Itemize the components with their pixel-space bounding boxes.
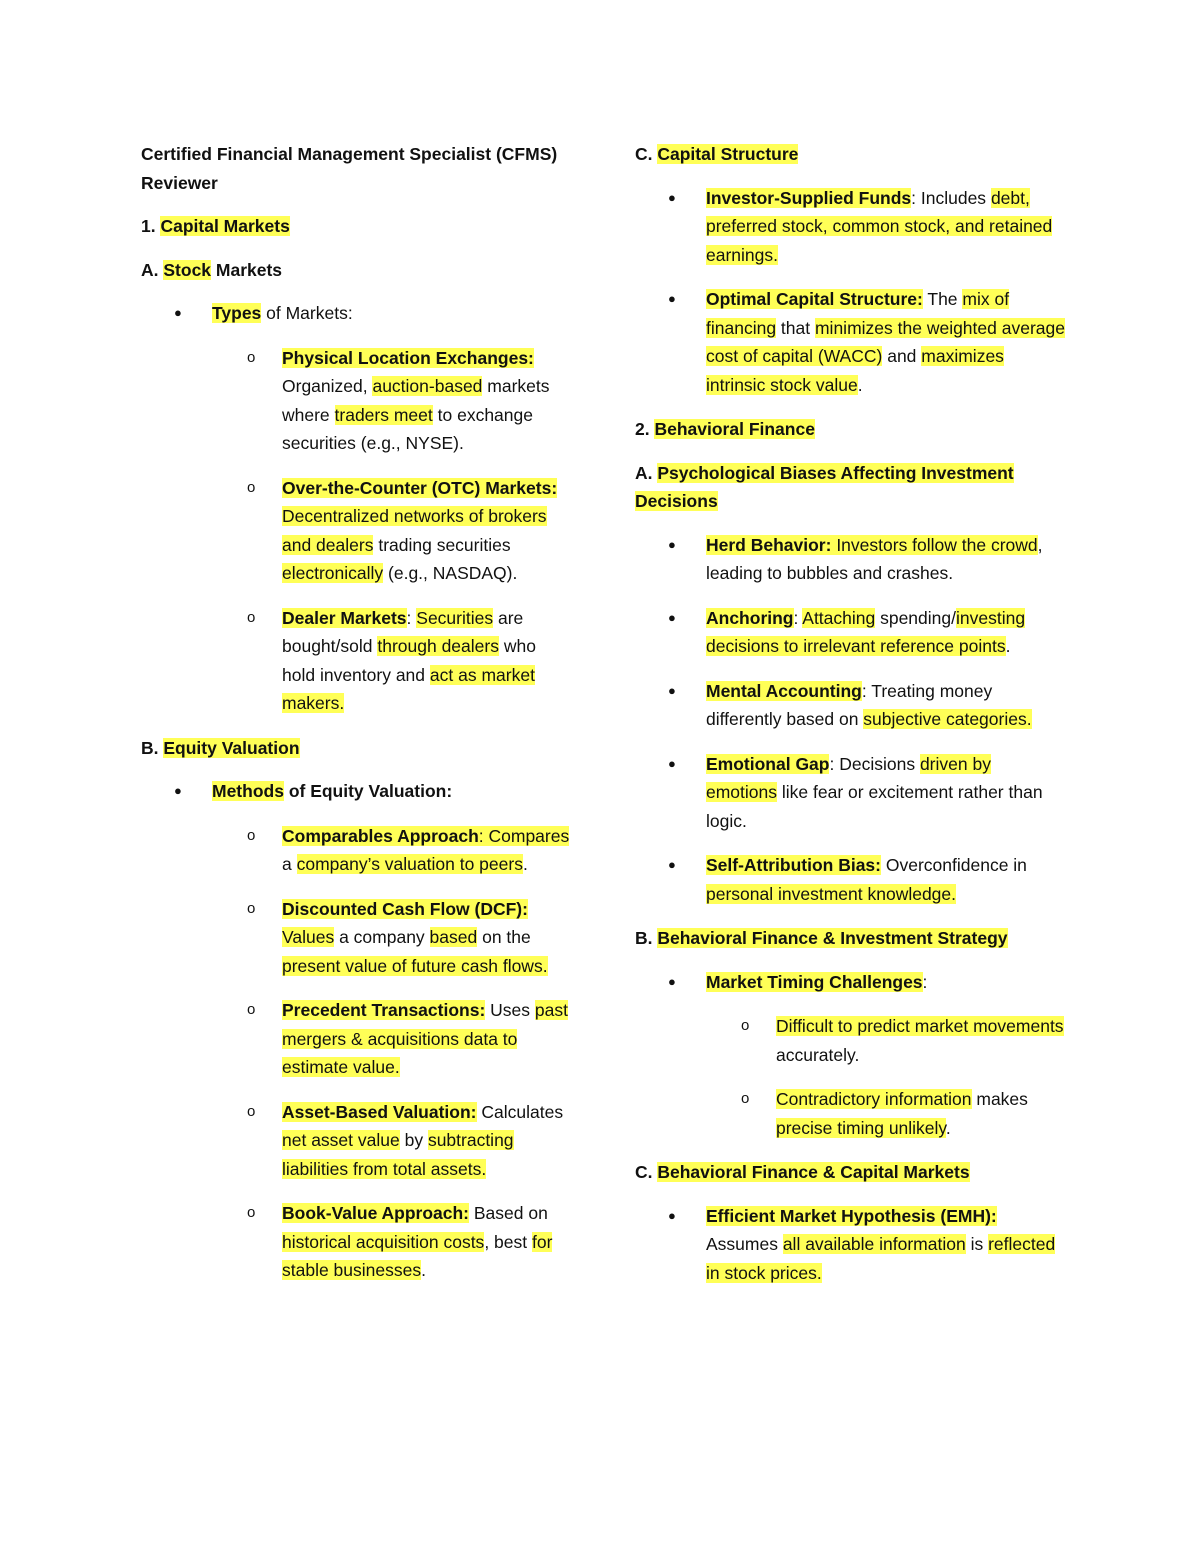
text-run: A. <box>141 259 164 280</box>
circle-bullet-icon: o <box>247 1001 256 1018</box>
section-heading <box>635 415 1065 444</box>
bullet-icon: ● <box>668 973 676 989</box>
text-run: 1. <box>141 216 161 236</box>
bullet-icon: ● <box>668 755 676 771</box>
highlighted-text: Psychological Biases Affecting Investment Decisions <box>635 462 1014 511</box>
bullet-item <box>668 851 1065 908</box>
right-column <box>635 140 1065 1303</box>
highlighted-text: Discounted Cash Flow (DCF): <box>282 898 528 919</box>
highlighted-text: present value of future cash flows. <box>282 955 548 976</box>
highlighted-text: maximizes intrinsic stock value <box>706 346 1004 395</box>
highlighted-text: Types <box>212 303 262 323</box>
highlighted-text: electronically <box>282 563 384 583</box>
circle-bullet-icon: o <box>247 608 256 626</box>
highlighted-text: Securities <box>416 607 494 628</box>
circle-bullet-icon: o <box>247 899 256 917</box>
highlighted-text: company’s valuation to peers <box>296 854 523 874</box>
bullet-icon: ● <box>668 682 676 698</box>
highlighted-text: precise timing unlikely <box>776 1117 946 1138</box>
highlighted-text: Physical Location Exchanges: <box>282 347 534 368</box>
text-run: The <box>922 289 963 309</box>
sub-bullet-item <box>247 996 571 1082</box>
highlighted-text: subjective categories. <box>863 709 1032 729</box>
text-run: and <box>882 346 922 366</box>
bullet-icon: ● <box>668 857 676 872</box>
highlighted-text: through dealers <box>377 636 499 656</box>
sub-bullet-item <box>247 1199 571 1285</box>
highlighted-text: for stable businesses <box>282 1231 553 1280</box>
bullet-icon: ● <box>174 783 182 798</box>
highlighted-text: Mental Accounting <box>706 680 862 701</box>
bullet-item <box>668 1202 1065 1288</box>
text-run: B. <box>141 737 164 758</box>
sub-bullet-item <box>247 895 571 981</box>
section-heading <box>635 924 1065 953</box>
highlighted-text: driven by emotions <box>706 753 991 802</box>
text-run: Assumes <box>706 1234 783 1254</box>
text-run: Based on <box>469 1203 548 1223</box>
circle-bullet-icon: o <box>741 1017 750 1034</box>
sub-bullet-item <box>247 604 571 718</box>
highlighted-text: Emotional Gap <box>706 753 830 774</box>
highlighted-text: Dealer Markets <box>282 607 407 628</box>
highlighted-text: Efficient Market Hypothesis (EMH): <box>706 1205 997 1226</box>
text-run: B. <box>635 928 658 948</box>
text-run: Markets <box>211 259 283 280</box>
sub-bullet-item <box>247 1098 571 1184</box>
highlighted-text: Investor-Supplied Funds <box>706 187 912 208</box>
highlighted-text: Behavioral Finance & Investment Strategy <box>657 928 1008 948</box>
highlighted-text: Anchoring <box>706 607 794 628</box>
text-run: are bought/sold <box>282 607 524 656</box>
text-run: like fear or excitement rather than logic. <box>706 782 1043 831</box>
bullet-item <box>668 531 1065 588</box>
text-run: : <box>793 607 803 628</box>
text-run: , best <box>484 1231 532 1252</box>
highlighted-text: Stock <box>163 259 212 280</box>
text-run: (e.g., NASDAQ). <box>383 563 518 583</box>
highlighted-text: Equity Valuation <box>163 737 300 758</box>
highlighted-text: Herd Behavior: <box>706 534 832 555</box>
text-run: . <box>1005 636 1011 656</box>
highlighted-text: mix of financing <box>706 289 1010 338</box>
text-run: C. <box>635 1162 658 1182</box>
highlighted-text: all available information <box>782 1234 966 1254</box>
text-run: by <box>399 1130 428 1150</box>
highlighted-text: Contradictory information <box>776 1089 972 1109</box>
text-run: : Treating money differently based on <box>706 680 993 729</box>
circle-bullet-icon: o <box>247 826 256 844</box>
sub-bullet-item <box>741 1085 1065 1142</box>
highlighted-text: Self-Attribution Bias: <box>706 855 881 875</box>
circle-bullet-icon: o <box>741 1090 750 1107</box>
section-heading <box>635 1158 1065 1187</box>
bullet-icon: ● <box>668 609 676 625</box>
text-run: of Equity Valuation: <box>283 781 453 801</box>
text-run: : <box>922 971 928 992</box>
highlighted-text: Market Timing Challenges <box>706 971 923 992</box>
text-run: a company <box>334 927 430 947</box>
highlighted-text: Capital Markets <box>160 216 290 236</box>
text-run: : Includes <box>911 187 991 208</box>
bullet-icon: ● <box>668 1207 676 1223</box>
highlighted-text: reflected in stock prices. <box>706 1234 1056 1283</box>
circle-bullet-icon: o <box>247 348 256 366</box>
highlighted-text: Values <box>282 927 335 947</box>
highlighted-text: personal investment knowledge. <box>706 883 957 904</box>
bullet-icon: ● <box>668 189 676 205</box>
section-heading <box>141 256 571 285</box>
text-run: who hold inventory and <box>282 636 536 685</box>
circle-bullet-icon: o <box>247 1204 256 1221</box>
text-run: : <box>406 607 417 628</box>
text-run: , leading to bubbles and crashes. <box>706 534 1043 583</box>
text-run: trading securities <box>373 534 511 555</box>
highlighted-text: Decentralized networks of brokers and dealers <box>282 506 547 555</box>
highlighted-text: Attaching <box>802 607 876 628</box>
text-run: spending/ <box>875 607 956 628</box>
highlighted-text: Asset-Based Valuation: <box>282 1101 477 1122</box>
section-heading <box>141 140 571 197</box>
bullet-item <box>668 604 1065 661</box>
text-run: Organized, <box>282 376 373 396</box>
text-run: Calculates <box>476 1101 564 1122</box>
highlighted-text: Comparables Approach <box>282 825 479 846</box>
sub-bullet-item <box>247 344 571 458</box>
text-run: C. <box>635 144 658 164</box>
section-heading <box>141 734 571 763</box>
text-run: markets where <box>282 376 550 425</box>
highlighted-text: Behavioral Finance <box>654 419 815 439</box>
highlighted-text: Behavioral Finance & Capital Markets <box>657 1162 970 1182</box>
text-run: Certified Financial Management Specialist (CFMS) Reviewer <box>141 144 558 193</box>
highlighted-text: subtracting liabilities from total assets. <box>282 1130 514 1179</box>
highlighted-text: Capital Structure <box>657 144 799 164</box>
bullet-item <box>174 299 571 328</box>
text-run: . <box>857 374 863 395</box>
bullet-icon: ● <box>668 291 676 306</box>
highlighted-text: Book-Value Approach: <box>282 1203 470 1223</box>
bullet-item <box>668 750 1065 836</box>
text-run: Overconfidence in <box>881 855 1027 875</box>
highlighted-text: historical acquisition costs <box>282 1231 485 1252</box>
text-run: of Markets: <box>261 303 353 323</box>
bullet-icon: ● <box>668 536 676 552</box>
bullet-item <box>668 184 1065 270</box>
bullet-item <box>668 968 1065 997</box>
section-heading <box>635 459 1065 516</box>
text-run: : Decisions <box>829 753 920 774</box>
bullet-icon: ● <box>174 305 182 320</box>
text-run: that <box>776 317 815 338</box>
text-run: is <box>965 1234 989 1254</box>
text-run: . <box>522 854 528 874</box>
highlighted-text: past mergers & acquisitions data to estimate value. <box>282 1000 568 1077</box>
text-run: to exchange securities (e.g., NYSE). <box>282 404 533 453</box>
circle-bullet-icon: o <box>247 478 256 496</box>
highlighted-text: act as market makers. <box>282 664 535 713</box>
highlighted-text: investing decisions to irrelevant reference points <box>706 607 1026 656</box>
sub-bullet-item <box>247 474 571 588</box>
bullet-item <box>174 777 571 806</box>
highlighted-text: based <box>429 927 478 947</box>
left-column <box>141 140 571 1301</box>
sub-bullet-item <box>247 822 571 879</box>
circle-bullet-icon: o <box>247 1102 256 1120</box>
text-run: makes <box>971 1089 1028 1109</box>
highlighted-text: minimizes the weighted average cost of capital (WACC) <box>706 317 1065 366</box>
highlighted-text: Precedent Transactions: <box>282 1000 486 1020</box>
highlighted-text: Investors follow the crowd <box>831 534 1038 555</box>
section-heading <box>141 212 571 241</box>
text-run: a <box>282 854 297 874</box>
highlighted-text: Difficult to predict market movements <box>776 1016 1064 1036</box>
section-heading <box>635 140 1065 169</box>
sub-bullet-item <box>741 1012 1065 1069</box>
text-run: on the <box>477 927 531 947</box>
text-run: A. <box>635 462 658 483</box>
highlighted-text: Optimal Capital Structure: <box>706 289 923 309</box>
highlighted-text: traders meet <box>334 404 433 425</box>
text-run: Uses <box>485 1000 535 1020</box>
highlighted-text: Over-the-Counter (OTC) Markets: <box>282 477 558 498</box>
highlighted-text: : Compares <box>478 825 570 846</box>
bullet-item <box>668 285 1065 399</box>
bullet-item <box>668 677 1065 734</box>
text-run: . <box>421 1260 426 1280</box>
highlighted-text: auction-based <box>372 376 483 396</box>
highlighted-text: net asset value <box>282 1130 400 1150</box>
text-run: accurately. <box>776 1044 860 1065</box>
highlighted-text: debt, preferred stock, common stock, and retained earnings. <box>706 187 1053 265</box>
text-run: 2. <box>635 419 655 439</box>
highlighted-text: Methods <box>212 781 284 801</box>
text-run: . <box>945 1117 951 1138</box>
